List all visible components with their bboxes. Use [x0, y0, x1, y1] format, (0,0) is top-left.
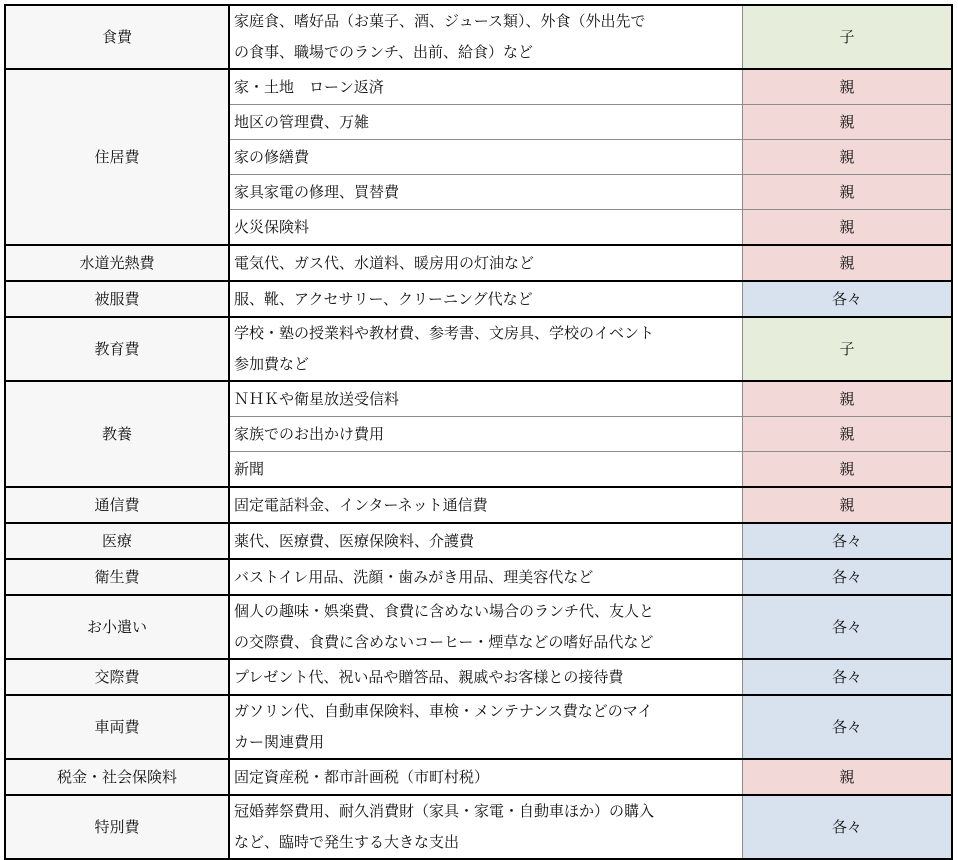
- payer-cell: 親: [743, 105, 953, 140]
- table-row: [5, 795, 952, 859]
- description-cell: [229, 175, 743, 210]
- description-line: ＮＨＫや衛星放送受信料: [234, 389, 400, 408]
- table-row: [5, 759, 952, 795]
- table-row: [5, 317, 952, 381]
- description-cell: [229, 795, 743, 859]
- description-line: 家庭食、嗜好品（お菓子、酒、ジュース類）、外食（外出先で: [234, 12, 646, 30]
- description-line: 火災保険料: [234, 217, 310, 236]
- payer-cell: 親: [743, 175, 953, 210]
- payer-cell: 親: [743, 381, 953, 417]
- description-cell: [229, 659, 743, 695]
- description-line: 固定資産税・都市計画税（市町村税）: [234, 767, 490, 786]
- category-cell: 食費: [5, 5, 229, 69]
- description-cell: [229, 317, 743, 381]
- category-cell: 車両費: [5, 695, 229, 759]
- description-line: 服、靴、アクセサリー、クリーニング代など: [234, 289, 533, 308]
- category-cell: 被服費: [5, 281, 229, 317]
- category-cell: 通信費: [5, 487, 229, 523]
- description-cell: [229, 381, 743, 417]
- category-cell: 水道光熱費: [5, 245, 229, 281]
- description-cell: [229, 695, 743, 759]
- table-row: [5, 5, 952, 69]
- payer-cell: 親: [743, 245, 953, 281]
- description-cell: [229, 281, 743, 317]
- table-row: [5, 69, 952, 105]
- category-cell: 衛生費: [5, 559, 229, 595]
- description-line: の交際費、食費に含めないコーヒー・煙草などの嗜好品代など: [234, 633, 654, 651]
- table-body: [5, 5, 952, 859]
- table-row: [5, 595, 952, 659]
- description-cell: [229, 245, 743, 281]
- description-line: 固定電話料金、インターネット通信費: [234, 495, 488, 514]
- description-cell: [229, 452, 743, 488]
- expense-sheet: [4, 4, 953, 860]
- description-line: など、臨時で発生する大きな支出: [234, 833, 460, 851]
- table-row: [5, 281, 952, 317]
- table-row: [5, 659, 952, 695]
- payer-cell: 各々: [743, 595, 953, 659]
- description-cell: [229, 487, 743, 523]
- description-cell: [229, 417, 743, 452]
- description-line: 家具家電の修理、買替費: [234, 182, 400, 201]
- description-cell: [229, 595, 743, 659]
- category-cell: 教養: [5, 381, 229, 487]
- payer-cell: 親: [743, 452, 953, 488]
- payer-cell: 親: [743, 759, 953, 795]
- description-cell: [229, 105, 743, 140]
- payer-cell: 各々: [743, 281, 953, 317]
- payer-cell: 親: [743, 417, 953, 452]
- description-line: 参加費など: [234, 355, 310, 373]
- table-row: [5, 695, 952, 759]
- category-cell: 医療: [5, 523, 229, 559]
- description-line: ガソリン代、自動車保険料、車検・メンテナンス費などのマイ: [234, 702, 653, 720]
- description-line: 地区の管理費、万雑: [234, 112, 370, 131]
- description-line: 家族でのお出かけ費用: [234, 424, 385, 443]
- table-row: [5, 487, 952, 523]
- description-line: 家・土地 ローン返済: [234, 77, 384, 96]
- description-line: 学校・塾の授業料や教材費、参考書、文房具、学校のイベント: [234, 324, 655, 342]
- table-row: [5, 559, 952, 595]
- table-row: [5, 381, 952, 417]
- description-line: カー関連費用: [234, 733, 325, 751]
- payer-cell: 親: [743, 140, 953, 175]
- description-line: バストイレ用品、洗顔・歯みがき用品、理美容代など: [234, 567, 594, 586]
- category-cell: 住居費: [5, 69, 229, 245]
- table-row: [5, 245, 952, 281]
- category-cell: 特別費: [5, 795, 229, 859]
- description-cell: [229, 5, 743, 69]
- description-cell: [229, 523, 743, 559]
- description-line: 冠婚葬祭費用、耐久消費財（家具・家電・自動車ほか）の購入: [234, 802, 655, 820]
- description-line: の食事、職場でのランチ、出前、給食）など: [234, 43, 533, 61]
- description-line: 電気代、ガス代、水道料、暖房用の灯油など: [234, 253, 535, 272]
- category-cell: 税金・社会保険料: [5, 759, 229, 795]
- description-line: 個人の趣味・娯楽費、食費に含めない場合のランチ代、友人と: [234, 602, 655, 620]
- category-cell: 教育費: [5, 317, 229, 381]
- description-cell: [229, 759, 743, 795]
- payer-cell: 親: [743, 69, 953, 105]
- category-cell: 交際費: [5, 659, 229, 695]
- description-line: 家の修繕費: [234, 147, 310, 166]
- description-cell: [229, 210, 743, 246]
- description-cell: [229, 140, 743, 175]
- payer-cell: 各々: [743, 795, 953, 859]
- payer-cell: 各々: [743, 559, 953, 595]
- description-line: 新聞: [234, 459, 265, 478]
- category-cell: お小遣い: [5, 595, 229, 659]
- payer-cell: 子: [743, 317, 953, 381]
- payer-cell: 各々: [743, 523, 953, 559]
- description-line: プレゼント代、祝い品や贈答品、親戚やお客様との接待費: [234, 667, 624, 686]
- payer-cell: 親: [743, 210, 953, 246]
- description-cell: [229, 559, 743, 595]
- expense-table: [4, 4, 953, 860]
- payer-cell: 各々: [743, 695, 953, 759]
- description-cell: [229, 69, 743, 105]
- description-line: 薬代、医療費、医療保険料、介護費: [234, 531, 475, 550]
- table-row: [5, 523, 952, 559]
- payer-cell: 子: [743, 5, 953, 69]
- payer-cell: 親: [743, 487, 953, 523]
- payer-cell: 各々: [743, 659, 953, 695]
